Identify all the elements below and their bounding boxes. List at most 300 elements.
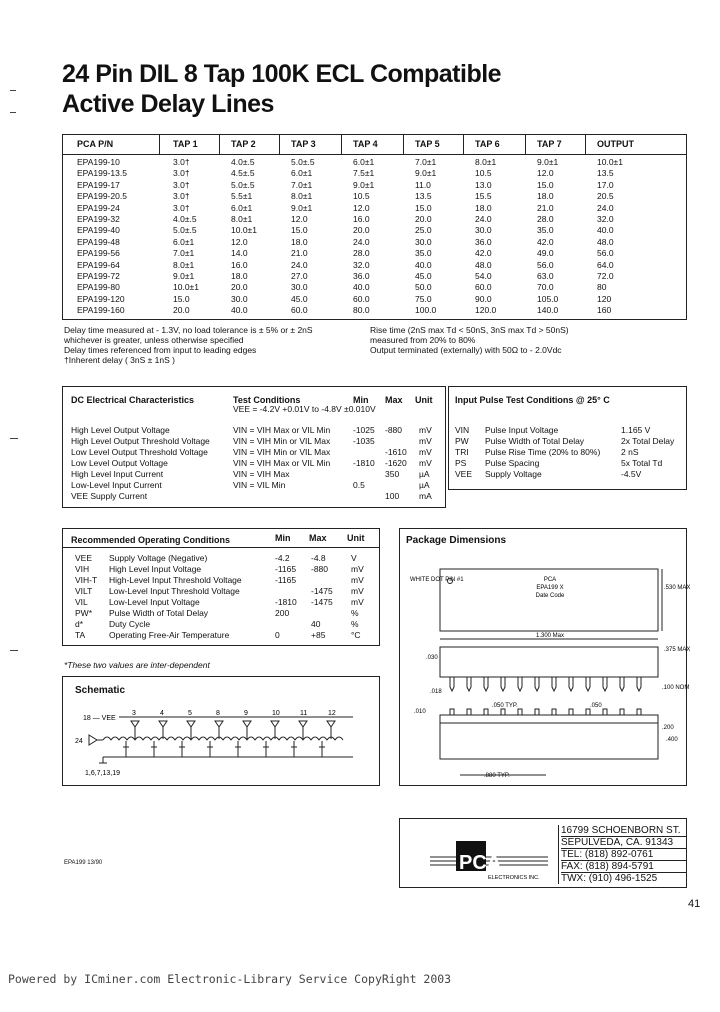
tap-value-cell: 7.0±1 xyxy=(415,157,437,167)
roc-sym-cell: VIH-T xyxy=(75,575,98,585)
dc-unit-cell: mA xyxy=(419,491,432,501)
tap-value-cell: 30.0 xyxy=(415,236,432,247)
package-pin xyxy=(637,677,641,691)
tap-value-cell: 64.0 xyxy=(597,259,614,270)
schematic-pin-label: 5 xyxy=(188,710,192,717)
pulse-title: Input Pulse Test Conditions @ 25° C xyxy=(455,395,610,405)
package-pin xyxy=(467,677,471,691)
tap-value-cell: 15.0 xyxy=(173,293,190,304)
page-number: 41 xyxy=(688,898,701,910)
roc-min-cell: -1165 xyxy=(275,575,297,585)
package-pin-side xyxy=(501,709,505,715)
pulse-param-cell: Pulse Input Voltage xyxy=(485,425,559,435)
dc-characteristics-box xyxy=(62,386,446,508)
tap-value-cell: 20.0 xyxy=(231,282,248,293)
dc-unit-cell: mV xyxy=(419,436,432,446)
tap-header-cell: TAP 7 xyxy=(537,139,562,149)
dc-param-cell: Low Level Output Threshold Voltage xyxy=(71,447,208,457)
tap-value-cell: 40.0 xyxy=(415,259,432,270)
schematic-pin-label: 9 xyxy=(244,710,248,717)
address-line: FAX: (818) 894-5791 xyxy=(561,861,686,873)
package-pin-side xyxy=(484,709,488,715)
roc-param-cell: Low-Level Input Threshold Voltage xyxy=(109,586,240,596)
tap-value-cell: 35.0 xyxy=(415,248,432,259)
schematic-pin-label: 3 xyxy=(132,710,136,717)
package-pin-side xyxy=(637,709,641,715)
part-number-cell: EPA199-40 xyxy=(77,225,120,236)
dc-param-cell: VEE Supply Current xyxy=(71,491,148,501)
tap-value-cell: 80 xyxy=(597,282,607,293)
tap-value-cell: 10.5 xyxy=(475,168,492,179)
schematic-buffer xyxy=(159,721,167,727)
tap-value-cell: 3.0† xyxy=(173,202,190,213)
dc-max-cell: -880 xyxy=(385,425,403,435)
tap-value-cell: 9.0±1 xyxy=(415,168,437,179)
tap-value-cell: 4.0±.5 xyxy=(173,214,197,224)
dc-cond-cell: VIN = VIL Min xyxy=(233,480,286,490)
roc-param-cell: High-Level Input Threshold Voltage xyxy=(109,575,242,585)
roc-min-header: Min xyxy=(275,533,291,543)
address-line: SEPULVEDA, CA. 91343 xyxy=(561,837,686,849)
tap-value-cell: 36.0 xyxy=(475,236,492,247)
margin-mark xyxy=(10,650,18,651)
tap-value-cell: 15.0 xyxy=(291,225,308,236)
tap-value-cell: 7.0±1 xyxy=(291,179,313,190)
dc-min-cell: -1025 xyxy=(353,425,375,435)
tap-value-cell: 24.0 xyxy=(597,202,614,213)
roc-param-cell: Operating Free-Air Temperature xyxy=(109,630,230,640)
tap-value-cell: 10.0±1 xyxy=(597,157,623,167)
doc-code: EPA199 13/90 xyxy=(64,860,103,866)
dc-max-header: Max xyxy=(385,395,403,405)
tap-value-cell: 35.0 xyxy=(537,225,554,236)
pulse-param-cell: Supply Voltage xyxy=(485,469,542,479)
package-pin-side xyxy=(569,709,573,715)
schematic-pin-label: 12 xyxy=(328,710,336,717)
tap-value-cell: 20.0 xyxy=(353,225,370,236)
package-pin xyxy=(501,677,505,691)
pkg-dim-060: .050 TYP. xyxy=(492,703,518,709)
roc-max-cell: -4.8 xyxy=(311,553,326,563)
tap-value-cell: 32.0 xyxy=(353,259,370,270)
tap-value-cell: 7.5±1 xyxy=(353,168,375,179)
pulse-param-cell: Pulse Width of Total Delay xyxy=(485,436,585,446)
schematic-buffer xyxy=(187,721,195,727)
tap-value-cell: 12.0 xyxy=(353,202,370,213)
tap-value-cell: 18.0 xyxy=(537,191,554,202)
roc-sym-cell: TA xyxy=(75,630,86,640)
roc-unit-cell: °C xyxy=(351,630,361,640)
dc-param-cell: High Level Output Voltage xyxy=(71,425,170,435)
dc-param-cell: High Level Input Current xyxy=(71,469,164,479)
part-number-cell: EPA199-20.5 xyxy=(77,191,127,202)
tap-value-cell: 15.5 xyxy=(475,191,492,202)
dc-cond-cell: VIN = VIH Min or VIL Max xyxy=(233,436,331,446)
part-number-cell: EPA199-48 xyxy=(77,236,120,247)
pkg-dim-010: .010 xyxy=(414,709,426,715)
schematic-ground-pins: 1,6,7,13,19 xyxy=(85,770,121,777)
tap-header-cell: TAP 6 xyxy=(475,139,500,149)
package-pin-side xyxy=(535,709,539,715)
tap-value-cell: 160 xyxy=(597,305,612,316)
package-drawing xyxy=(400,529,691,785)
tap-value-cell: 12.0 xyxy=(537,168,554,179)
pkg-dim-200: .200 xyxy=(662,725,674,731)
tap-value-cell: 30.0 xyxy=(475,225,492,236)
roc-max-header: Max xyxy=(309,533,327,543)
pkg-dim-880: .880 TYP. xyxy=(484,773,510,779)
package-box xyxy=(399,528,691,786)
tap-value-cell: 40.0 xyxy=(597,225,614,236)
tap-value-cell: 10.0±1 xyxy=(173,282,199,293)
pulse-sym-cell: VIN xyxy=(455,425,470,435)
note-line: Output terminated (externally) with 50Ω to - 2.0Vdc xyxy=(370,345,562,355)
tap-value-cell: 12.0 xyxy=(231,236,248,247)
tap-value-cell: 9.0±1 xyxy=(291,202,313,213)
pkg-dim-height: .530 MAX xyxy=(664,585,691,591)
pulse-sym-cell: TRI xyxy=(455,447,469,457)
tap-value-cell: 21.0 xyxy=(537,202,554,213)
footer-copyright: Powered by ICminer.com Electronic-Library Service CopyRight 2003 xyxy=(8,972,452,986)
roc-sym-cell: VILT xyxy=(75,586,93,596)
pulse-val-cell: 5x Total Td xyxy=(621,458,663,468)
roc-min-cell: 0 xyxy=(275,630,280,640)
pulse-sym-cell: PS xyxy=(455,458,467,468)
package-pin-side xyxy=(518,709,522,715)
tap-value-cell: 10.5 xyxy=(353,191,370,202)
dc-cond-cell: VIN = VIH Min or VIL Max xyxy=(233,447,331,457)
tap-value-cell: 120 xyxy=(597,293,612,304)
tap-value-cell: 3.0† xyxy=(173,157,190,167)
dc-title: DC Electrical Characteristics xyxy=(71,395,195,405)
pkg-label-3: Date Code xyxy=(535,593,565,599)
tap-table-header xyxy=(63,135,686,155)
tap-header-cell: TAP 5 xyxy=(415,139,440,149)
margin-mark xyxy=(10,90,16,91)
part-number-cell: EPA199-24 xyxy=(77,202,120,213)
package-title: Package Dimensions xyxy=(406,535,507,546)
note-line: measured from 20% to 80% xyxy=(370,335,476,345)
dc-min-header: Min xyxy=(353,395,369,405)
tap-value-cell: 100.0 xyxy=(415,305,437,316)
tap-value-cell: 40.0 xyxy=(231,305,248,316)
dc-cond-cell: VIN = VIH Max xyxy=(233,469,290,479)
package-pin xyxy=(586,677,590,691)
note-line: Rise time (2nS max Td < 50nS, 3nS max Td > 50nS) xyxy=(370,325,569,335)
margin-mark xyxy=(10,112,16,113)
address-line: TEL: (818) 892-0761 xyxy=(561,849,686,861)
logo-text: PCA xyxy=(459,852,502,874)
package-pin xyxy=(620,677,624,691)
dc-min-cell: -1035 xyxy=(353,436,375,446)
roc-unit-cell: % xyxy=(351,608,359,618)
part-number-cell: EPA199-120 xyxy=(77,293,125,304)
tap-value-cell: 4.0±.5 xyxy=(231,157,255,167)
tap-value-cell: 16.0 xyxy=(231,259,248,270)
dc-param-cell: Low-Level Input Current xyxy=(71,480,162,490)
tap-value-cell: 105.0 xyxy=(537,293,559,304)
roc-param-cell: High Level Input Voltage xyxy=(109,564,202,574)
tap-value-cell: 30.0 xyxy=(231,293,248,304)
tap-value-cell: 6.0±1 xyxy=(291,168,313,179)
schematic-title: Schematic xyxy=(75,685,126,696)
tap-value-cell: 5.0±.5 xyxy=(291,157,315,167)
tap-value-cell: 20.0 xyxy=(173,305,190,316)
tap-value-cell: 60.0 xyxy=(475,282,492,293)
tap-header-cell: PCA P/N xyxy=(77,139,114,149)
roc-unit-cell: mV xyxy=(351,564,364,574)
roc-max-cell: -880 xyxy=(311,564,329,574)
pkg-dim-400: .400 xyxy=(666,737,678,743)
tap-value-cell: 42.0 xyxy=(537,236,554,247)
tap-table-body xyxy=(63,157,686,319)
package-pin xyxy=(484,677,488,691)
pulse-val-cell: 1.165 V xyxy=(621,425,651,435)
note-line: Delay times referenced from input to leading edges xyxy=(64,345,257,355)
note-line: †Inherent delay ( 3nS ± 1nS ) xyxy=(64,355,175,365)
tap-value-cell: 8.0±1 xyxy=(173,259,195,270)
roc-unit-header: Unit xyxy=(347,533,365,543)
tap-value-cell: 18.0 xyxy=(475,202,492,213)
schematic-pin-label: 10 xyxy=(272,710,280,717)
tap-header-cell: TAP 3 xyxy=(291,139,316,149)
part-number-cell: EPA199-13.5 xyxy=(77,168,127,179)
tap-value-cell: 60.0 xyxy=(291,305,308,316)
tap-value-cell: 17.0 xyxy=(597,179,614,190)
package-pin xyxy=(603,677,607,691)
roc-max-cell: +85 xyxy=(311,630,326,640)
pkg-dim-375: .375 MAX xyxy=(664,647,691,653)
tap-value-cell: 16.0 xyxy=(353,214,370,224)
tap-value-cell: 72.0 xyxy=(597,271,614,281)
tap-value-cell: 15.0 xyxy=(415,202,432,213)
schematic-pin-label: 11 xyxy=(300,710,308,717)
schematic-buffer xyxy=(299,721,307,727)
tap-value-cell: 49.0 xyxy=(537,248,554,259)
tap-value-cell: 3.0† xyxy=(173,179,190,190)
schematic-diagram xyxy=(63,677,379,785)
roc-min-cell: 200 xyxy=(275,608,290,618)
tap-value-cell: 48.0 xyxy=(597,236,614,247)
tap-value-cell: 14.0 xyxy=(231,248,248,259)
tap-value-cell: 5.5±1 xyxy=(231,191,253,202)
pkg-white-dot: WHITE DOT PIN #1 xyxy=(410,577,464,583)
tap-value-cell: 45.0 xyxy=(415,271,432,281)
tap-value-cell: 24.0 xyxy=(353,236,370,247)
roc-unit-cell: mV xyxy=(351,575,364,585)
roc-box xyxy=(62,528,380,646)
tap-value-cell: 36.0 xyxy=(353,271,370,281)
roc-param-cell: Duty Cycle xyxy=(109,619,151,629)
notes-right xyxy=(370,326,569,356)
schematic-buffer xyxy=(271,721,279,727)
roc-max-cell: -1475 xyxy=(311,586,333,596)
part-number-cell: EPA199-56 xyxy=(77,248,120,259)
tap-value-cell: 28.0 xyxy=(353,248,370,259)
dc-max-cell: -1620 xyxy=(385,458,407,468)
tap-value-cell: 80.0 xyxy=(353,305,370,316)
pca-logo xyxy=(430,827,550,881)
address-line: 16799 SCHOENBORN ST. xyxy=(561,825,686,837)
part-number-cell: EPA199-80 xyxy=(77,282,120,293)
dc-unit-cell: mV xyxy=(419,425,432,435)
tap-value-cell: 20.5 xyxy=(597,191,614,202)
roc-min-cell: -1165 xyxy=(275,564,297,574)
dc-cond-header: Test Conditions xyxy=(233,395,301,405)
tap-value-cell: 3.0† xyxy=(173,168,190,179)
package-pin-side xyxy=(467,709,471,715)
roc-footnote: *These two values are inter-dependent xyxy=(64,660,210,670)
dc-min-cell: 0.5 xyxy=(353,480,365,490)
package-pin-side xyxy=(450,709,454,715)
note-line: whichever is greater, unless otherwise specified xyxy=(64,335,244,345)
package-pin xyxy=(450,677,454,691)
pkg-dim-050: .050 xyxy=(590,703,602,709)
dc-max-cell: 350 xyxy=(385,469,400,479)
tap-value-cell: 24.0 xyxy=(291,259,308,270)
tap-header-cell: TAP 2 xyxy=(231,139,256,149)
notes-left xyxy=(64,326,313,366)
package-pin xyxy=(552,677,556,691)
dc-cond-sub: VEE = -4.2V +0.01V to -4.8V ±0.010V xyxy=(233,404,376,414)
dc-unit-header: Unit xyxy=(415,395,433,405)
dc-cond-cell: VIN = VIH Max or VIL Min xyxy=(233,458,331,468)
pulse-val-cell: 2 nS xyxy=(621,447,639,457)
tap-value-cell: 140.0 xyxy=(537,305,559,316)
pkg-dim-018: .018 xyxy=(430,689,442,695)
part-number-cell: EPA199-64 xyxy=(77,259,120,270)
roc-sym-cell: VIL xyxy=(75,597,88,607)
tap-value-cell: 18.0 xyxy=(231,271,248,281)
roc-sym-cell: VIH xyxy=(75,564,90,574)
roc-param-cell: Pulse Width of Total Delay xyxy=(109,608,209,618)
tap-value-cell: 10.0±1 xyxy=(231,225,257,236)
tap-header-cell: OUTPUT xyxy=(597,139,634,149)
pkg-dim-100: .100 NOM xyxy=(662,685,690,691)
dc-unit-cell: mV xyxy=(419,458,432,468)
tap-value-cell: 48.0 xyxy=(475,259,492,270)
tap-value-cell: 13.5 xyxy=(415,191,432,202)
package-pin xyxy=(569,677,573,691)
pulse-param-cell: Pulse Spacing xyxy=(485,458,540,468)
pkg-dim-030: .030 xyxy=(426,655,438,661)
tap-value-cell: 40.0 xyxy=(353,282,370,293)
dc-unit-cell: mV xyxy=(419,447,432,457)
tap-value-cell: 60.0 xyxy=(353,293,370,304)
dc-max-cell: -1610 xyxy=(385,447,407,457)
margin-mark xyxy=(10,438,18,439)
roc-sym-cell: PW* xyxy=(75,608,92,618)
package-pin xyxy=(518,677,522,691)
tap-header-cell: TAP 1 xyxy=(173,139,198,149)
roc-min-cell: -1810 xyxy=(275,597,297,607)
roc-unit-cell: mV xyxy=(351,586,364,596)
tap-value-cell: 56.0 xyxy=(537,259,554,270)
title-line-1: 24 Pin DIL 8 Tap 100K ECL Compatible xyxy=(62,60,502,88)
package-pin-side xyxy=(620,709,624,715)
roc-unit-cell: V xyxy=(351,553,357,563)
tap-value-cell: 5.0±.5 xyxy=(231,179,255,190)
tap-value-cell: 9.0±1 xyxy=(353,179,375,190)
tap-value-cell: 21.0 xyxy=(291,248,308,259)
package-pin-side xyxy=(552,709,556,715)
schematic-pin-label: 4 xyxy=(160,710,164,717)
tap-value-cell: 9.0±1 xyxy=(537,157,559,167)
logo-electronics: ELECTRONICS INC. xyxy=(488,875,540,881)
package-pin-side xyxy=(586,709,590,715)
pkg-label-2: EPA199 X xyxy=(536,585,564,591)
tap-value-cell: 120.0 xyxy=(475,305,497,316)
part-number-cell: EPA199-160 xyxy=(77,305,125,316)
address-lines xyxy=(558,825,686,884)
schematic-box xyxy=(62,676,380,786)
dc-cond-cell: VIN = VIH Max or VIL Min xyxy=(233,425,331,435)
tap-value-cell: 6.0±1 xyxy=(173,236,195,247)
roc-param-cell: Low-Level Input Voltage xyxy=(109,597,200,607)
tap-value-cell: 63.0 xyxy=(537,271,554,281)
tap-value-cell: 56.0 xyxy=(597,248,614,259)
part-number-cell: EPA199-32 xyxy=(77,214,120,224)
tap-value-cell: 6.0±1 xyxy=(353,157,375,167)
schematic-buffer xyxy=(131,721,139,727)
tap-value-cell: 8.0±1 xyxy=(231,214,253,224)
tap-value-cell: 28.0 xyxy=(537,214,554,224)
tap-value-cell: 54.0 xyxy=(475,271,492,281)
tap-value-cell: 4.5±.5 xyxy=(231,168,255,179)
dc-unit-cell: µA xyxy=(419,469,430,479)
tap-value-cell: 12.0 xyxy=(291,214,308,224)
roc-title: Recommended Operating Conditions xyxy=(71,535,231,545)
schematic-input-pin: 24 xyxy=(75,738,83,745)
tap-value-cell: 6.0±1 xyxy=(231,202,253,213)
tap-value-cell: 15.0 xyxy=(537,179,554,190)
tap-value-cell: 50.0 xyxy=(415,282,432,293)
schematic-buffer xyxy=(243,721,251,727)
tap-value-cell: 90.0 xyxy=(475,293,492,304)
tap-value-cell: 13.5 xyxy=(597,168,614,179)
pulse-sym-cell: VEE xyxy=(455,469,473,479)
title-line-2: Active Delay Lines xyxy=(62,90,274,118)
tap-value-cell: 27.0 xyxy=(291,271,308,281)
part-number-cell: EPA199-72 xyxy=(77,271,120,281)
schematic-buffer xyxy=(327,721,335,727)
tap-value-cell: 24.0 xyxy=(475,214,492,224)
tap-value-cell: 70.0 xyxy=(537,282,554,293)
dc-param-cell: Low Level Output Voltage xyxy=(71,458,168,468)
tap-header-cell: TAP 4 xyxy=(353,139,378,149)
tap-value-cell: 5.0±.5 xyxy=(173,225,197,236)
dc-unit-cell: µA xyxy=(419,480,430,490)
dc-param-cell: High Level Output Threshold Voltage xyxy=(71,436,210,446)
pulse-val-cell: 2x Total Delay xyxy=(621,436,675,446)
pkg-label-1: PCA xyxy=(543,577,557,583)
pkg-dim-length: 1.300 Max xyxy=(535,633,565,639)
tap-value-cell: 11.0 xyxy=(415,179,431,190)
schematic-buffer xyxy=(215,721,223,727)
pulse-val-cell: -4.5V xyxy=(621,469,642,479)
tap-value-cell: 9.0±1 xyxy=(173,271,195,281)
part-number-cell: EPA199-10 xyxy=(77,157,120,167)
tap-value-cell: 18.0 xyxy=(291,236,308,247)
address-box xyxy=(399,818,687,888)
package-pin-side xyxy=(603,709,607,715)
roc-max-cell: 40 xyxy=(311,619,321,629)
dc-min-cell: -1810 xyxy=(353,458,375,468)
pulse-conditions-box xyxy=(448,386,687,490)
tap-value-cell: 3.0† xyxy=(173,191,190,202)
roc-max-cell: -1475 xyxy=(311,597,333,607)
address-line: TWX: (910) 496-1525 xyxy=(561,873,658,884)
